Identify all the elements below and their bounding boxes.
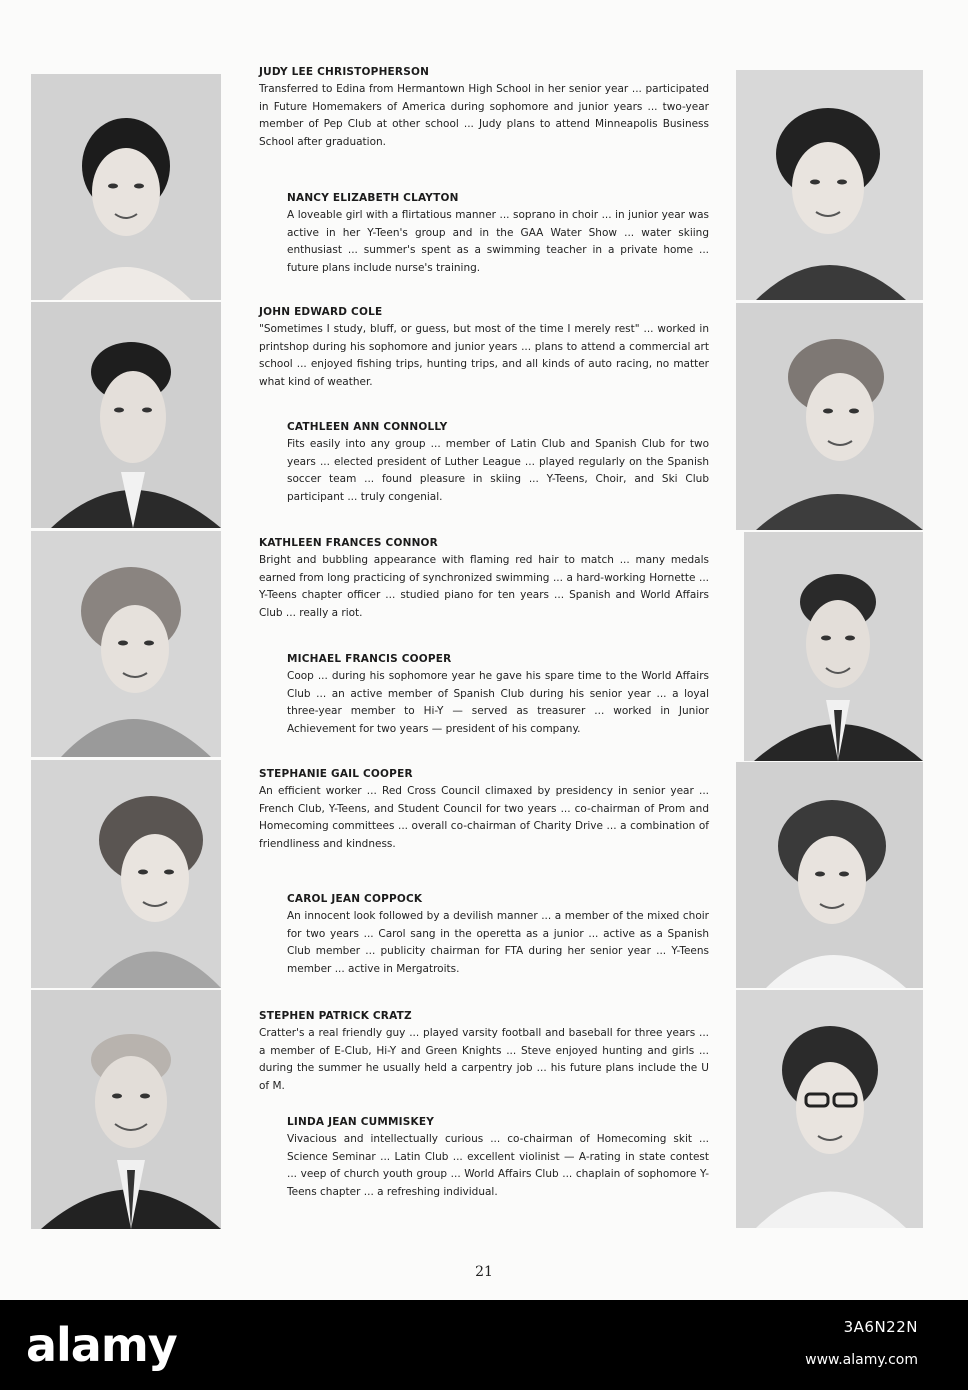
entry-john-cole — [259, 306, 709, 391]
entry-stephanie-cooper — [259, 768, 709, 853]
student-bio: "Sometimes I study, bluff, or guess, but most of the time I merely rest" ... worked in printshop during his sophomore and junior years ... plans to attend a commercial art school ... enjoyed fishing trips, hunting trips, and all kinds of auto racing, no matter what kind of weather. — [259, 323, 709, 388]
entry-carol-coppock — [287, 893, 709, 978]
student-name: NANCY ELIZABETH CLAYTON — [287, 192, 459, 204]
student-name: JUDY LEE CHRISTOPHERSON — [259, 66, 430, 78]
student-bio: Fits easily into any group ... member of Latin Club and Spanish Club for two years ... elected president of Luther League ... played regularly on the Spanish soccer team ... found pleasure in skiing ... Y-Teens, Choir, and Ski Club participant ... truly congenial. — [287, 438, 709, 503]
student-name: CATHLEEN ANN CONNOLLY — [287, 421, 448, 433]
student-bio: Bright and bubbling appearance with flaming red hair to match ... many medals earned from long practicing of synchronized swimming ... a hard-working Hornette ... Y-Teens chapter officer ... studied piano for ten years ... Spanish and World Affairs Club ... really a riot. — [259, 554, 709, 619]
student-name: JOHN EDWARD COLE — [259, 306, 383, 318]
image-id: 3A6N22N — [843, 1318, 918, 1336]
footer-url[interactable]: www.alamy.com — [805, 1352, 918, 1368]
student-name: MICHAEL FRANCIS COOPER — [287, 653, 452, 665]
student-bio: Transferred to Edina from Hermantown High School in her senior year ... participated in Future Homemakers of America during sophomore and junior years ... two-year member of Pep Club at other school ... Judy plans to attend Minneapolis Business School after graduation. — [259, 83, 709, 148]
student-bio: Vivacious and intellectually curious ... co-chairman of Homecoming skit ... Science Seminar ... Latin Club ... excellent violinist — A-rating in state contest ... veep of church youth group ... World Affairs Club ... chaplain of sophomore Y-Teens chapter ... a refreshing individual. — [287, 1133, 709, 1198]
student-name: STEPHEN PATRICK CRATZ — [259, 1010, 412, 1022]
entry-kathleen-connor — [259, 537, 709, 622]
student-bio: Coop ... during his sophomore year he gave his spare time to the World Affairs Club ... an active member of Spanish Club during his senior year ... a loyal three-year member to Hi-Y — served as treasurer ... worked in Junior Achievement for two years — president of his company. — [287, 670, 709, 735]
portrait-stephanie-cooper — [31, 760, 221, 988]
portrait-judy-christopherson — [31, 74, 221, 300]
student-bio: Cratter's a real friendly guy ... played varsity football and baseball for three years ... a member of E-Club, Hi-Y and Green Knights ... Steve enjoyed hunting and girls ... during the summer he usually held a carpentry job ... his future plans include the U of M. — [259, 1027, 709, 1092]
alamy-logo: alamy — [26, 1318, 177, 1372]
portrait-kathleen-connor — [31, 531, 221, 757]
student-name: CAROL JEAN COPPOCK — [287, 893, 423, 905]
entry-stephen-cratz — [259, 1010, 709, 1095]
portrait-nancy-clayton — [736, 70, 923, 300]
student-name: KATHLEEN FRANCES CONNOR — [259, 537, 438, 549]
entry-nancy-clayton — [287, 192, 709, 277]
portrait-linda-cummiskey — [736, 990, 923, 1228]
portrait-john-cole — [31, 302, 221, 528]
student-name: LINDA JEAN CUMMISKEY — [287, 1116, 435, 1128]
student-name: STEPHANIE GAIL COOPER — [259, 768, 413, 780]
entry-michael-cooper — [287, 653, 709, 738]
page-number: 21 — [475, 1264, 493, 1280]
student-bio: A loveable girl with a flirtatious manner ... soprano in choir ... in junior year was active in her Y-Teen's group and in the GAA Water Show ... water skiing enthusiast ... summer's spent as a swimming teacher in a private home ... future plans include nurse's training. — [287, 209, 709, 274]
entry-linda-cummiskey — [287, 1116, 709, 1201]
entry-cathleen-connolly — [287, 421, 709, 506]
portrait-cathleen-connolly — [736, 303, 923, 530]
stock-footer — [0, 1300, 968, 1390]
portrait-stephen-cratz — [31, 990, 221, 1229]
student-bio: An efficient worker ... Red Cross Council climaxed by presidency in senior year ... French Club, Y-Teens, and Student Council for two years ... co-chairman of Prom and Homecoming committees ... overall co-chairman of Charity Drive ... a combination of friendliness and kindness. — [259, 785, 709, 850]
portrait-carol-coppock — [736, 762, 923, 988]
portrait-michael-cooper — [744, 532, 923, 761]
student-bio: An innocent look followed by a devilish manner ... a member of the mixed choir for two years ... Carol sang in the operetta as a junior ... active as a Spanish Club member ... publicity chairman for FTA during her senior year ... Y-Teens member ... active in Mergatroits. — [287, 910, 709, 975]
entry-judy-christopherson — [259, 66, 709, 151]
